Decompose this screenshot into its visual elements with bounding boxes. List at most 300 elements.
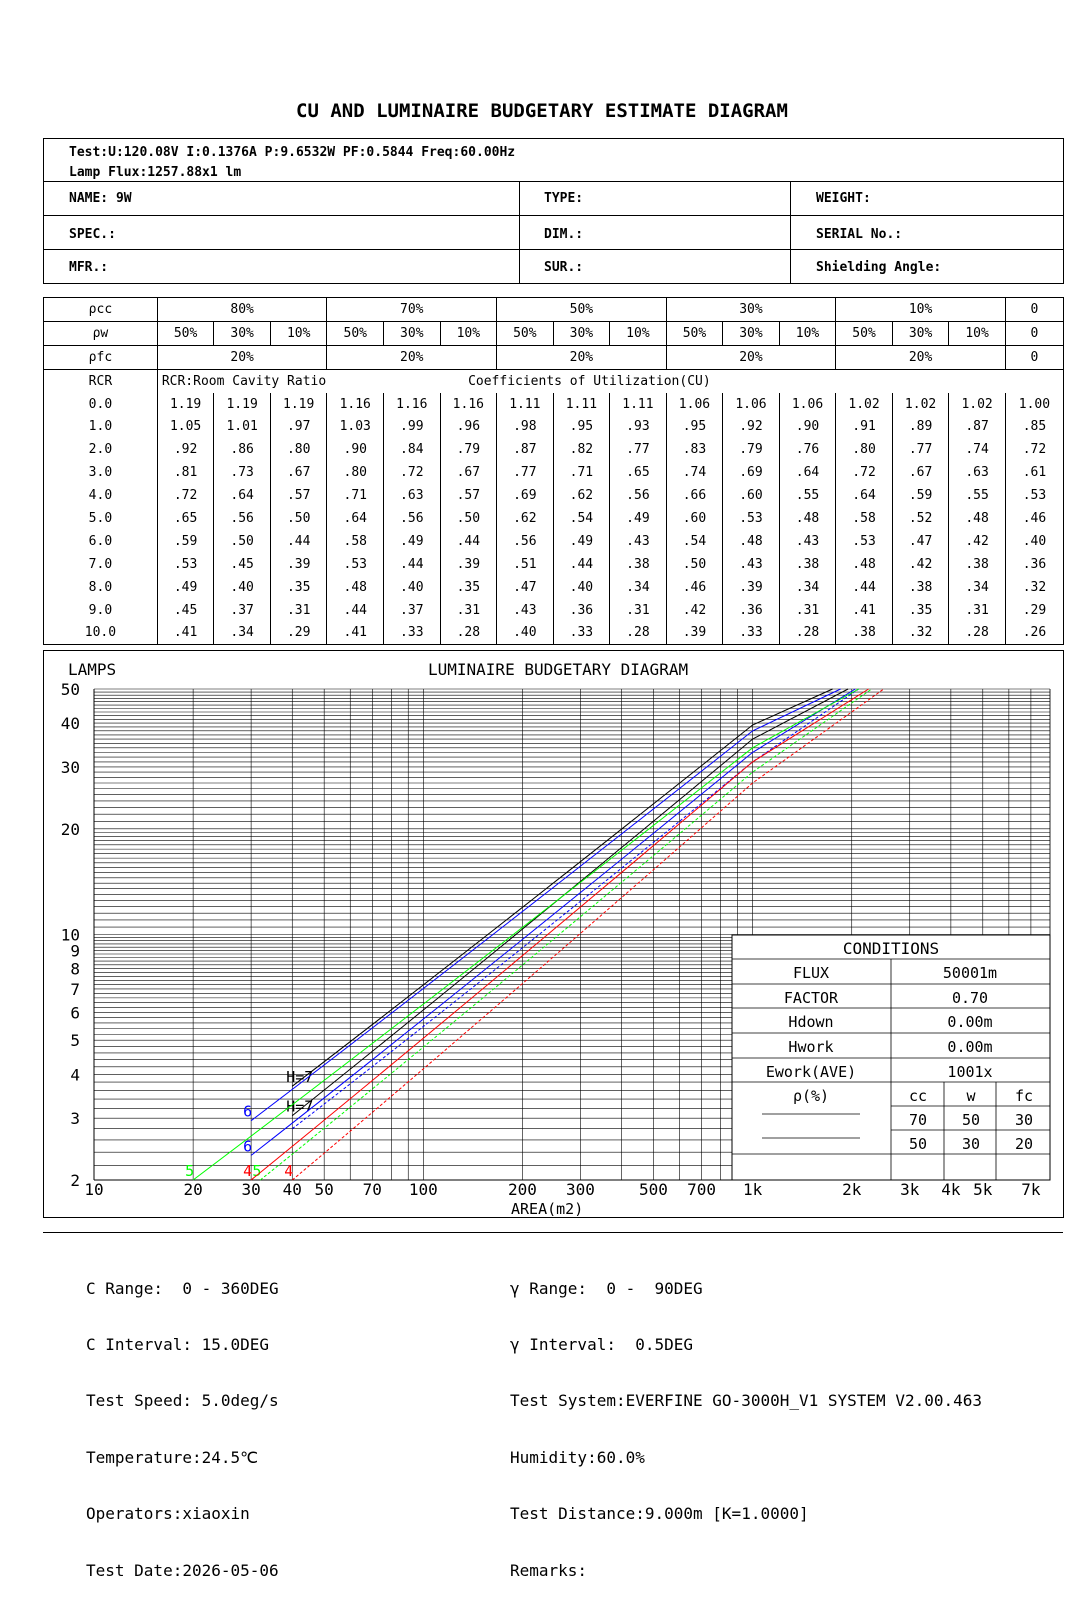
cu-value: 1.16 <box>384 393 441 416</box>
rcr-value: 0.0 <box>44 393 158 416</box>
cu-value: .61 <box>1005 461 1063 484</box>
test-system: Test System:EVERFINE GO-3000H_V1 SYSTEM V2.00.463 <box>510 1391 983 1411</box>
operators: Operators:xiaoxin <box>86 1504 250 1524</box>
cu-value: .62 <box>497 507 554 530</box>
rho-w-cell: 30% <box>553 321 610 345</box>
cu-value: .26 <box>1005 621 1063 644</box>
cu-table <box>43 297 1064 645</box>
cu-value: .58 <box>327 530 384 553</box>
rho-value: 50 <box>961 1111 981 1129</box>
cu-value: .49 <box>610 507 667 530</box>
rcr-value: 3.0 <box>44 461 158 484</box>
rho-w-cell: 10% <box>949 321 1006 345</box>
cu-value: .47 <box>497 576 554 599</box>
condition-value: 0.00m <box>947 1038 993 1056</box>
y-tick-label: 10 <box>60 925 80 945</box>
cu-value: .38 <box>892 576 949 599</box>
cu-value: .35 <box>270 576 327 599</box>
cu-value: .80 <box>270 438 327 461</box>
series-label: 6 <box>243 1137 253 1156</box>
series-label: 5 <box>252 1162 262 1180</box>
cu-value: .34 <box>949 576 1006 599</box>
rho-cc-cell: 80% <box>157 298 327 322</box>
cu-value: .90 <box>327 438 384 461</box>
cu-value: .63 <box>384 484 441 507</box>
y-tick-label: 5 <box>70 1031 80 1051</box>
cu-value: .64 <box>327 507 384 530</box>
cu-value: .63 <box>949 461 1006 484</box>
cu-value: .36 <box>553 599 610 622</box>
x-tick-label: 7k <box>1021 1180 1041 1199</box>
cu-value: .90 <box>779 415 836 438</box>
cu-value: .48 <box>836 553 893 576</box>
cu-value: .33 <box>553 621 610 644</box>
cu-value: .38 <box>836 621 893 644</box>
cu-value: .46 <box>666 576 723 599</box>
cu-value: .44 <box>440 530 497 553</box>
cu-value: .77 <box>892 438 949 461</box>
cu-value: .40 <box>384 576 441 599</box>
cu-value: .69 <box>497 484 554 507</box>
page-title: CU AND LUMINAIRE BUDGETARY ESTIMATE DIAGRAM <box>296 100 788 122</box>
cu-value: .79 <box>440 438 497 461</box>
cu-value: .73 <box>214 461 271 484</box>
cu-value: 1.00 <box>1005 393 1063 416</box>
condition-value: 0.70 <box>951 989 989 1007</box>
rcr-value: 5.0 <box>44 507 158 530</box>
cu-value: .57 <box>270 484 327 507</box>
x-tick-label: 10 <box>84 1180 104 1199</box>
x-tick-label: 300 <box>565 1180 595 1199</box>
rho-w-cell: 10% <box>610 321 667 345</box>
y-tick-label: 4 <box>70 1065 80 1085</box>
cu-value: .53 <box>1005 484 1063 507</box>
rcr-description: RCR:Room Cavity Ratio <box>157 369 440 392</box>
rho-fc-cell: 20% <box>836 345 1006 369</box>
rho-value: 30 <box>1014 1111 1034 1129</box>
cu-value: .38 <box>610 553 667 576</box>
cu-value: .83 <box>666 438 723 461</box>
rho-header: w <box>966 1087 976 1105</box>
cu-value: .95 <box>553 415 610 438</box>
cu-value: .43 <box>723 553 780 576</box>
cu-value: 1.02 <box>892 393 949 416</box>
mfr-field: MFR.: <box>69 260 109 275</box>
test-speed: Test Speed: 5.0deg/s <box>86 1391 279 1411</box>
rho-value: 70 <box>908 1111 928 1129</box>
cu-data-row <box>44 507 1064 530</box>
cu-data-row <box>44 484 1064 507</box>
cu-value: .49 <box>157 576 214 599</box>
y-tick-label: 30 <box>60 757 80 777</box>
cu-value: .50 <box>270 507 327 530</box>
cu-value: .54 <box>666 530 723 553</box>
condition-value: 0.00m <box>947 1013 993 1031</box>
condition-label: Ework(AVE) <box>765 1063 857 1081</box>
cu-value: .53 <box>723 507 780 530</box>
cu-value: .57 <box>440 484 497 507</box>
cu-value: 1.06 <box>666 393 723 416</box>
rcr-value: 7.0 <box>44 553 158 576</box>
chart-title: LUMINAIRE BUDGETARY DIAGRAM <box>428 660 689 679</box>
series-label: 5 <box>185 1162 195 1180</box>
cu-value: .50 <box>214 530 271 553</box>
cu-value: 1.16 <box>440 393 497 416</box>
cu-value: .67 <box>892 461 949 484</box>
cu-value: .59 <box>157 530 214 553</box>
humidity: Humidity:60.0% <box>510 1447 645 1467</box>
cu-value: .89 <box>892 415 949 438</box>
rho-w-cell: 30% <box>723 321 780 345</box>
condition-value: 50001m <box>942 964 998 982</box>
cu-value: .44 <box>327 599 384 622</box>
cu-value: .56 <box>214 507 271 530</box>
rho-w-cell: 50% <box>497 321 554 345</box>
cu-value: .43 <box>497 599 554 622</box>
x-tick-label: 4k <box>941 1180 961 1199</box>
cu-value: .39 <box>270 553 327 576</box>
cu-value: .74 <box>666 461 723 484</box>
rho-fc-row <box>44 345 1064 369</box>
c-interval: C Interval: 15.0DEG <box>86 1334 270 1354</box>
cu-value: .41 <box>157 621 214 644</box>
rho-label: ρ(%) <box>792 1087 830 1105</box>
cu-value: 1.11 <box>610 393 667 416</box>
cu-value: .92 <box>723 415 780 438</box>
cu-value: .81 <box>157 461 214 484</box>
y-tick-label: 40 <box>60 714 80 734</box>
rho-w-label: ρw <box>44 321 158 345</box>
rho-w-cell: 30% <box>892 321 949 345</box>
cu-value: 1.02 <box>949 393 1006 416</box>
rho-w-cell: 10% <box>440 321 497 345</box>
cu-value: .92 <box>157 438 214 461</box>
cu-value: .43 <box>610 530 667 553</box>
rcr-value: 2.0 <box>44 438 158 461</box>
rho-w-cell: 50% <box>666 321 723 345</box>
cu-value: .45 <box>214 553 271 576</box>
rho-fc-cell: 0 <box>1005 345 1063 369</box>
cu-data-row <box>44 599 1064 622</box>
y-axis-label: LAMPS <box>68 660 117 679</box>
cu-value: .40 <box>1005 530 1063 553</box>
cu-value: .72 <box>1005 438 1063 461</box>
cu-data-row <box>44 415 1064 438</box>
cu-value: .85 <box>1005 415 1063 438</box>
series-label: 6 <box>243 1102 253 1121</box>
condition-label: FACTOR <box>783 989 839 1007</box>
rho-w-cell: 10% <box>270 321 327 345</box>
rho-fc-cell: 20% <box>497 345 667 369</box>
gamma-range: γ Range: 0 - 90DEG <box>510 1278 703 1298</box>
cu-value: .31 <box>779 599 836 622</box>
condition-label: FLUX <box>792 964 830 982</box>
x-tick-label: 1k <box>742 1180 763 1199</box>
cu-value: .38 <box>779 553 836 576</box>
lamp-flux: Lamp Flux:1257.88x1 lm <box>69 165 242 180</box>
cu-value: .35 <box>440 576 497 599</box>
cu-value: .55 <box>779 484 836 507</box>
cu-value: .58 <box>836 507 893 530</box>
cu-value: .35 <box>892 599 949 622</box>
rho-cc-label: ρcc <box>44 298 158 322</box>
rho-w-cell: 50% <box>157 321 214 345</box>
cu-data-row <box>44 438 1064 461</box>
cu-value: .72 <box>836 461 893 484</box>
cu-value: .39 <box>666 621 723 644</box>
cu-value: .32 <box>892 621 949 644</box>
cu-value: .48 <box>723 530 780 553</box>
cu-value: .77 <box>610 438 667 461</box>
cu-value: .38 <box>949 553 1006 576</box>
divider <box>43 249 1064 250</box>
y-tick-label: 20 <box>60 819 80 839</box>
test-parameters: Test:U:120.08V I:0.1376A P:9.6532W PF:0.5844 Freq:60.00Hz <box>69 145 516 160</box>
cu-value: .42 <box>892 553 949 576</box>
cu-value: .31 <box>440 599 497 622</box>
cu-value: .64 <box>779 461 836 484</box>
series-label: H=7 <box>286 1097 314 1116</box>
cu-value: .87 <box>949 415 1006 438</box>
condition-label: Hwork <box>788 1038 834 1056</box>
cu-data-row <box>44 530 1064 553</box>
y-tick-label: 6 <box>70 1003 80 1023</box>
rho-cc-cell: 10% <box>836 298 1006 322</box>
cu-value: .62 <box>553 484 610 507</box>
rho-w-row <box>44 321 1064 345</box>
x-axis-label: AREA(m2) <box>511 1200 584 1217</box>
rho-w-cell: 30% <box>384 321 441 345</box>
x-tick-label: 500 <box>639 1180 668 1199</box>
cu-value: .49 <box>553 530 610 553</box>
cu-value: .50 <box>666 553 723 576</box>
rho-w-cell: 10% <box>779 321 836 345</box>
cu-value: 1.11 <box>497 393 554 416</box>
divider <box>790 181 791 284</box>
footer-left <box>86 1242 279 1599</box>
cu-value: .59 <box>892 484 949 507</box>
cu-data-row <box>44 393 1064 416</box>
rcr-value: 6.0 <box>44 530 158 553</box>
rho-fc-cell: 20% <box>327 345 497 369</box>
cu-value: .37 <box>384 599 441 622</box>
cu-value: .41 <box>327 621 384 644</box>
name-field: NAME: 9W <box>69 191 132 206</box>
cu-value: .76 <box>779 438 836 461</box>
x-tick-label: 100 <box>408 1180 438 1199</box>
x-tick-label: 20 <box>183 1180 203 1199</box>
cu-value: .53 <box>327 553 384 576</box>
cu-value: .72 <box>384 461 441 484</box>
cu-value: 1.03 <box>327 415 384 438</box>
cu-value: .39 <box>723 576 780 599</box>
y-tick-label: 3 <box>70 1109 80 1129</box>
cu-value: 1.01 <box>214 415 271 438</box>
weight-field: WEIGHT: <box>816 191 871 206</box>
cu-value: .43 <box>779 530 836 553</box>
x-tick-label: 2k <box>842 1180 862 1199</box>
cu-value: .42 <box>666 599 723 622</box>
rcr-value: 1.0 <box>44 415 158 438</box>
cu-value: .98 <box>497 415 554 438</box>
cu-value: .77 <box>497 461 554 484</box>
cu-value: .53 <box>836 530 893 553</box>
cu-value: .47 <box>892 530 949 553</box>
x-tick-label: 5k <box>973 1180 993 1199</box>
cu-value: .56 <box>610 484 667 507</box>
cu-value: .44 <box>270 530 327 553</box>
cu-value: .80 <box>836 438 893 461</box>
cu-value: .41 <box>836 599 893 622</box>
test-distance: Test Distance:9.000m [K=1.0000] <box>510 1504 809 1524</box>
rcr-header-row <box>44 369 1064 392</box>
cu-value: .40 <box>497 621 554 644</box>
chart-canvas <box>44 651 1063 1217</box>
rcr-label: RCR <box>44 369 158 392</box>
remarks: Remarks: <box>510 1560 588 1580</box>
shielding-field: Shielding Angle: <box>816 260 942 275</box>
rho-fc-cell: 20% <box>157 345 327 369</box>
cu-value: .28 <box>779 621 836 644</box>
gamma-interval: γ Interval: 0.5DEG <box>510 1334 694 1354</box>
cu-value: .67 <box>440 461 497 484</box>
series-label: H=7 <box>286 1068 314 1087</box>
rho-fc-cell: 20% <box>666 345 836 369</box>
x-tick-label: 700 <box>687 1180 717 1199</box>
cu-value: .65 <box>157 507 214 530</box>
cu-description: Coefficients of Utilization(CU) <box>440 369 1063 392</box>
cu-value: .33 <box>723 621 780 644</box>
cu-value: .50 <box>440 507 497 530</box>
rho-header: cc <box>908 1087 928 1105</box>
cu-value: .71 <box>327 484 384 507</box>
y-tick-label: 50 <box>60 680 80 699</box>
cu-value: .52 <box>892 507 949 530</box>
x-tick-label: 200 <box>507 1180 537 1199</box>
rho-w-cell: 30% <box>214 321 271 345</box>
cu-data-row <box>44 461 1064 484</box>
cu-value: .31 <box>270 599 327 622</box>
cu-value: .39 <box>440 553 497 576</box>
condition-label: Hdown <box>788 1013 834 1031</box>
rho-value: 20 <box>1014 1135 1034 1153</box>
y-tick-label: 9 <box>70 941 80 961</box>
cu-value: .28 <box>440 621 497 644</box>
conditions-table <box>732 935 1050 1180</box>
cu-value: .86 <box>214 438 271 461</box>
cu-value: .99 <box>384 415 441 438</box>
c-range: C Range: 0 - 360DEG <box>86 1278 279 1298</box>
serial-field: SERIAL No.: <box>816 227 903 242</box>
condition-value: 1001x <box>947 1063 993 1081</box>
cu-value: .96 <box>440 415 497 438</box>
cu-value: .49 <box>384 530 441 553</box>
cu-value: 1.06 <box>723 393 780 416</box>
cu-value: .48 <box>779 507 836 530</box>
x-tick-label: 50 <box>314 1180 334 1199</box>
cu-value: .53 <box>157 553 214 576</box>
rho-header: fc <box>1014 1087 1034 1105</box>
cu-value: .40 <box>214 576 271 599</box>
cu-value: .95 <box>666 415 723 438</box>
cu-value: .48 <box>327 576 384 599</box>
cu-value: 1.06 <box>779 393 836 416</box>
cu-value: 1.19 <box>270 393 327 416</box>
rho-w-cell: 50% <box>327 321 384 345</box>
cu-value: .60 <box>723 484 780 507</box>
rho-value: 30 <box>961 1135 981 1153</box>
rho-value: 50 <box>908 1135 928 1153</box>
cu-value: .28 <box>949 621 1006 644</box>
cu-value: .46 <box>1005 507 1063 530</box>
cu-value: .29 <box>270 621 327 644</box>
divider <box>519 181 520 284</box>
cu-value: .65 <box>610 461 667 484</box>
cu-value: .79 <box>723 438 780 461</box>
cu-value: .64 <box>214 484 271 507</box>
y-tick-label: 8 <box>70 959 80 979</box>
cu-value: 1.05 <box>157 415 214 438</box>
dim-field: DIM.: <box>544 227 584 242</box>
cu-data-row <box>44 576 1064 599</box>
cu-value: 1.16 <box>327 393 384 416</box>
cu-value: .31 <box>610 599 667 622</box>
rho-fc-label: ρfc <box>44 345 158 369</box>
conditions-title: CONDITIONS <box>842 939 940 958</box>
cu-value: .36 <box>1005 553 1063 576</box>
cu-value: .56 <box>497 530 554 553</box>
rcr-value: 8.0 <box>44 576 158 599</box>
rho-cc-cell: 0 <box>1005 298 1063 322</box>
cu-value: .72 <box>157 484 214 507</box>
type-field: TYPE: <box>544 191 584 206</box>
cu-value: .66 <box>666 484 723 507</box>
cu-data-row <box>44 621 1064 644</box>
cu-value: .33 <box>384 621 441 644</box>
cu-value: .93 <box>610 415 667 438</box>
cu-value: .87 <box>497 438 554 461</box>
x-tick-label: 3k <box>900 1180 920 1199</box>
budgetary-diagram <box>43 650 1064 1218</box>
cu-value: .69 <box>723 461 780 484</box>
cu-value: .37 <box>214 599 271 622</box>
cu-value: .34 <box>610 576 667 599</box>
rho-cc-cell: 50% <box>497 298 667 322</box>
cu-value: .74 <box>949 438 1006 461</box>
cu-value: .56 <box>384 507 441 530</box>
footer-divider <box>43 1232 1063 1233</box>
cu-value: .34 <box>779 576 836 599</box>
cu-value: .82 <box>553 438 610 461</box>
cu-data-row <box>44 553 1064 576</box>
cu-value: .45 <box>157 599 214 622</box>
series-label: 4 <box>284 1162 294 1180</box>
y-tick-label: 7 <box>70 979 80 999</box>
cu-value: .40 <box>553 576 610 599</box>
cu-value: .42 <box>949 530 1006 553</box>
rho-w-cell: 50% <box>836 321 893 345</box>
temperature: Temperature:24.5℃ <box>86 1447 259 1467</box>
cu-value: .48 <box>949 507 1006 530</box>
cu-value: .44 <box>553 553 610 576</box>
divider <box>43 181 1064 182</box>
cu-value: .44 <box>836 576 893 599</box>
cu-value: .32 <box>1005 576 1063 599</box>
x-tick-label: 70 <box>362 1180 382 1199</box>
cu-value: .44 <box>384 553 441 576</box>
cu-value: .54 <box>553 507 610 530</box>
rcr-value: 9.0 <box>44 599 158 622</box>
